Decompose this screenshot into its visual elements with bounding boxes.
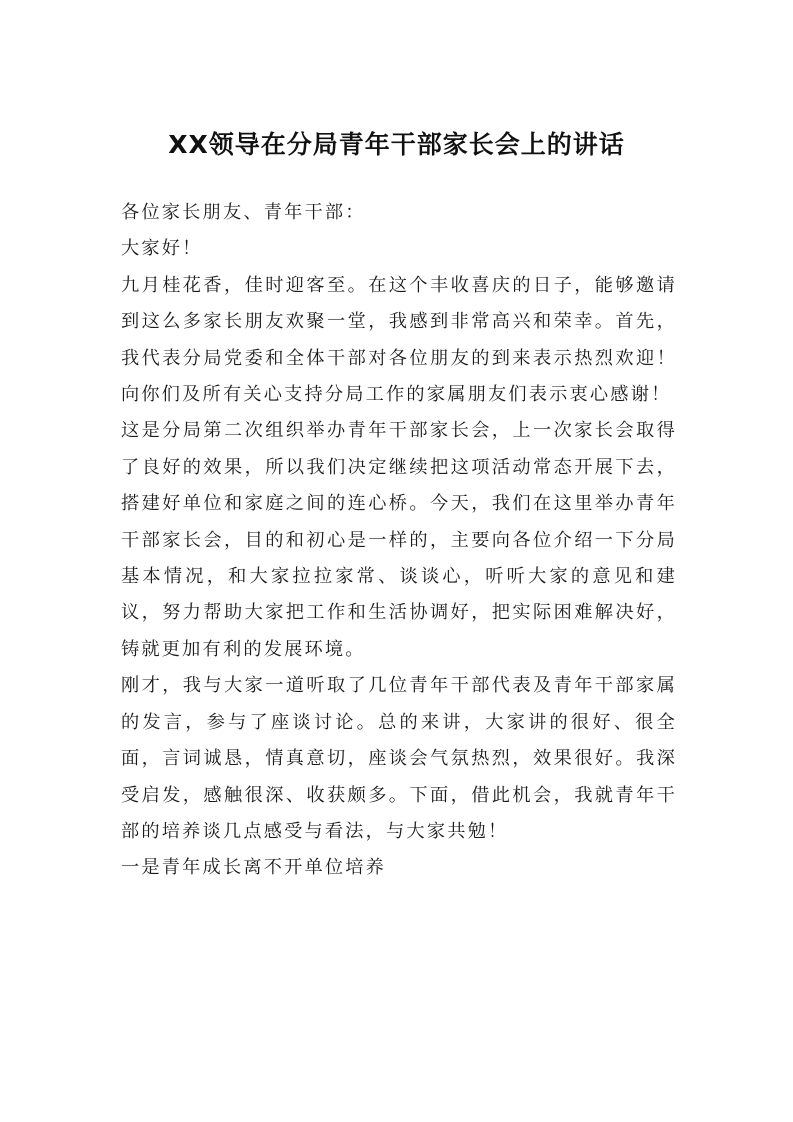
document-body xyxy=(121,195,677,887)
paragraph-purpose: 这是分局第二次组织举办青年干部家长会，上一次家长会取得了良好的效果，所以我们决定继续把这项活动常态开展下去，搭建好单位和家庭之间的连心桥。今天，我们在这里举办青年干部家长会，目的和初心是一样的，主要向各位介绍一下分局基本情况，和大家拉拉家常、谈谈心，听听大家的意见和建议，努力帮助大家把工作和生活协调好，把实际困难解决好，铸就更加有利的发展环境。 xyxy=(121,420,677,660)
document-title: XX领导在分局青年干部家长会上的讲话 xyxy=(168,130,625,159)
paragraph-reflection: 刚才，我与大家一道听取了几位青年干部代表及青年干部家属的发言，参与了座谈讨论。总的来讲，大家讲的很好、很全面，言词诚恳，情真意切，座谈会气氛热烈，效果很好。我深受启发，感触很深、收获颇多。下面，借此机会，我就青年干部的培养谈几点感受与看法，与大家共勉！ xyxy=(121,675,677,842)
greeting: 大家好！ xyxy=(121,238,203,260)
paragraph-welcome: 九月桂花香，佳时迎客至。在这个丰收喜庆的日子，能够邀请到这么多家长朋友欢聚一堂，我感到非常高兴和荣幸。首先，我代表分局党委和全体干部对各位朋友的到来表示热烈欢迎！向你们及所有关心支持分局工作的家属朋友们表示衷心感谢！ xyxy=(121,274,677,406)
section-heading: 一是青年成长离不开单位培养 xyxy=(121,857,387,879)
salutation: 各位家长朋友、青年干部： xyxy=(121,202,366,223)
